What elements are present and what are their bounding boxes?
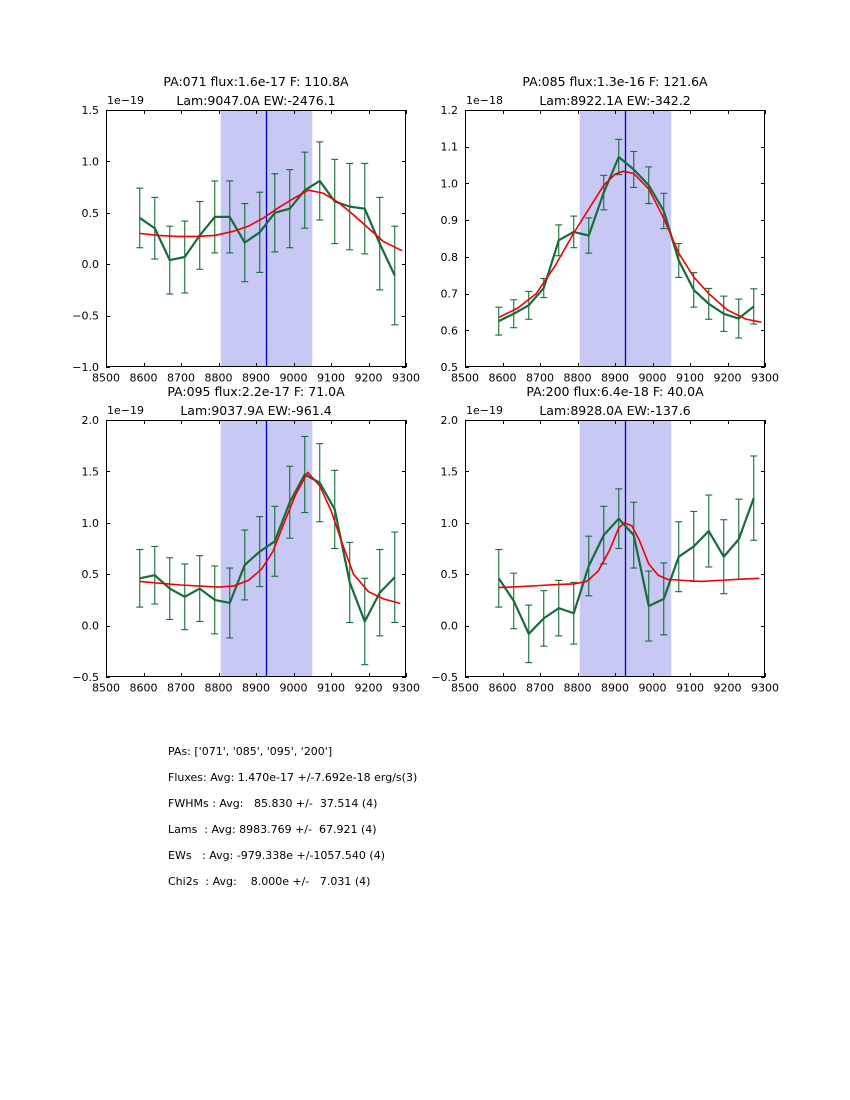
y-tick-label: 0.0 bbox=[81, 619, 99, 633]
summary-line-fluxes: Fluxes: Avg: 1.470e-17 +/-7.692e-18 erg/s(3) bbox=[168, 771, 418, 784]
x-tick-label: 9100 bbox=[676, 681, 704, 695]
plot-title-line2: Lam:8922.1A EW:-342.2 bbox=[539, 92, 691, 108]
plot-title-line2: Lam:8928.0A EW:-137.6 bbox=[539, 402, 691, 418]
subplot-pa085 bbox=[440, 74, 779, 385]
x-tick-label: 8700 bbox=[526, 681, 554, 695]
plot-title-line1: PA:085 flux:1.3e-16 F: 121.6A bbox=[522, 74, 708, 89]
y-tick-label: 1.0 bbox=[440, 177, 458, 191]
subplot-pa071 bbox=[72, 74, 420, 385]
y-tick-label: 1.0 bbox=[81, 516, 99, 530]
y-tick-label: 1.5 bbox=[440, 465, 458, 479]
y-axis-offset-label: 1e−19 bbox=[466, 404, 503, 417]
plot-canvas-pa071 bbox=[72, 104, 420, 385]
x-tick-label: 9100 bbox=[317, 371, 345, 385]
x-tick-label: 8700 bbox=[526, 371, 554, 385]
y-tick-label: 1.0 bbox=[81, 155, 99, 169]
plot-title-line1: PA:095 flux:2.2e-17 F: 71.0A bbox=[167, 384, 345, 399]
plot-title-line1: PA:071 flux:1.6e-17 F: 110.8A bbox=[163, 74, 349, 89]
y-tick-label: 0.7 bbox=[440, 287, 458, 301]
x-tick-label: 8700 bbox=[167, 681, 195, 695]
x-tick-label: 8500 bbox=[451, 371, 479, 385]
x-tick-label: 9200 bbox=[354, 681, 383, 695]
x-tick-label: 8800 bbox=[563, 681, 592, 695]
y-tick-label: 0.0 bbox=[81, 258, 99, 272]
x-tick-label: 8500 bbox=[92, 681, 120, 695]
x-tick-label: 9300 bbox=[392, 371, 420, 385]
y-tick-label: 2.0 bbox=[81, 414, 99, 427]
x-tick-label: 8900 bbox=[242, 371, 270, 385]
y-tick-label: 0.5 bbox=[81, 206, 99, 220]
y-tick-label: −1.0 bbox=[72, 361, 99, 374]
y-tick-label: 1.2 bbox=[440, 104, 458, 117]
y-tick-label: 0.9 bbox=[440, 214, 458, 228]
y-tick-label: 0.6 bbox=[440, 324, 458, 338]
y-axis-offset-label: 1e−18 bbox=[466, 94, 503, 107]
y-tick-label: 1.5 bbox=[81, 465, 99, 479]
y-tick-label: −0.5 bbox=[72, 671, 99, 684]
y-axis-offset-label: 1e−19 bbox=[107, 94, 144, 107]
x-tick-label: 8900 bbox=[601, 681, 629, 695]
y-tick-label: 0.8 bbox=[440, 250, 458, 264]
y-tick-label: 0.5 bbox=[81, 568, 99, 582]
x-tick-label: 8900 bbox=[242, 681, 270, 695]
x-tick-label: 8600 bbox=[488, 681, 517, 695]
y-tick-label: 0.5 bbox=[440, 361, 458, 374]
x-tick-label: 9000 bbox=[638, 681, 667, 695]
y-tick-label: 0.0 bbox=[440, 619, 458, 633]
plot-canvas-pa200 bbox=[431, 414, 779, 695]
plot-title-line2: Lam:9047.0A EW:-2476.1 bbox=[176, 92, 336, 108]
x-tick-label: 8800 bbox=[204, 681, 233, 695]
plot-title-line1: PA:200 flux:6.4e-18 F: 40.0A bbox=[526, 384, 704, 399]
x-tick-label: 9000 bbox=[279, 371, 308, 385]
x-tick-label: 8700 bbox=[167, 371, 195, 385]
x-tick-label: 8500 bbox=[92, 371, 120, 385]
y-tick-label: 1.1 bbox=[440, 140, 458, 154]
subplot-pa200 bbox=[431, 384, 779, 695]
x-tick-label: 8900 bbox=[601, 371, 629, 385]
subplot-pa095 bbox=[72, 384, 420, 695]
y-tick-label: −0.5 bbox=[72, 309, 99, 323]
plot-canvas-pa095 bbox=[72, 414, 420, 695]
x-tick-label: 9200 bbox=[354, 371, 383, 385]
y-tick-label: 0.5 bbox=[440, 568, 458, 582]
x-tick-label: 9300 bbox=[751, 681, 779, 695]
x-tick-label: 9200 bbox=[713, 371, 742, 385]
x-tick-label: 8600 bbox=[129, 371, 158, 385]
summary-text-block bbox=[168, 739, 417, 895]
x-tick-label: 9200 bbox=[713, 681, 742, 695]
summary-line-pas: PAs: ['071', '085', '095', '200'] bbox=[168, 745, 333, 758]
x-tick-label: 9300 bbox=[392, 681, 420, 695]
x-tick-label: 9000 bbox=[279, 681, 308, 695]
summary-line-chi2s: Chi2s : Avg: 8.000e +/- 7.031 (4) bbox=[168, 875, 371, 888]
x-tick-label: 8800 bbox=[204, 371, 233, 385]
x-tick-label: 8600 bbox=[129, 681, 158, 695]
x-tick-label: 8800 bbox=[563, 371, 592, 385]
y-tick-label: 2.0 bbox=[440, 414, 458, 427]
x-tick-label: 9100 bbox=[317, 681, 345, 695]
y-axis-offset-label: 1e−19 bbox=[107, 404, 144, 417]
x-tick-label: 9100 bbox=[676, 371, 704, 385]
x-tick-label: 8600 bbox=[488, 371, 517, 385]
y-tick-label: 1.5 bbox=[81, 104, 99, 117]
summary-line-ews: EWs : Avg: -979.338e +/-1057.540 (4) bbox=[168, 849, 386, 862]
y-tick-label: −0.5 bbox=[431, 671, 458, 684]
x-tick-label: 9000 bbox=[638, 371, 667, 385]
summary-line-fwhms: FWHMs : Avg: 85.830 +/- 37.514 (4) bbox=[168, 797, 378, 810]
x-tick-label: 8500 bbox=[451, 681, 479, 695]
x-tick-label: 9300 bbox=[751, 371, 779, 385]
plot-canvas-pa085 bbox=[440, 104, 779, 385]
plot-title-line2: Lam:9037.9A EW:-961.4 bbox=[180, 402, 332, 418]
summary-line-lams: Lams : Avg: 8983.769 +/- 67.921 (4) bbox=[168, 823, 377, 836]
y-tick-label: 1.0 bbox=[440, 516, 458, 530]
